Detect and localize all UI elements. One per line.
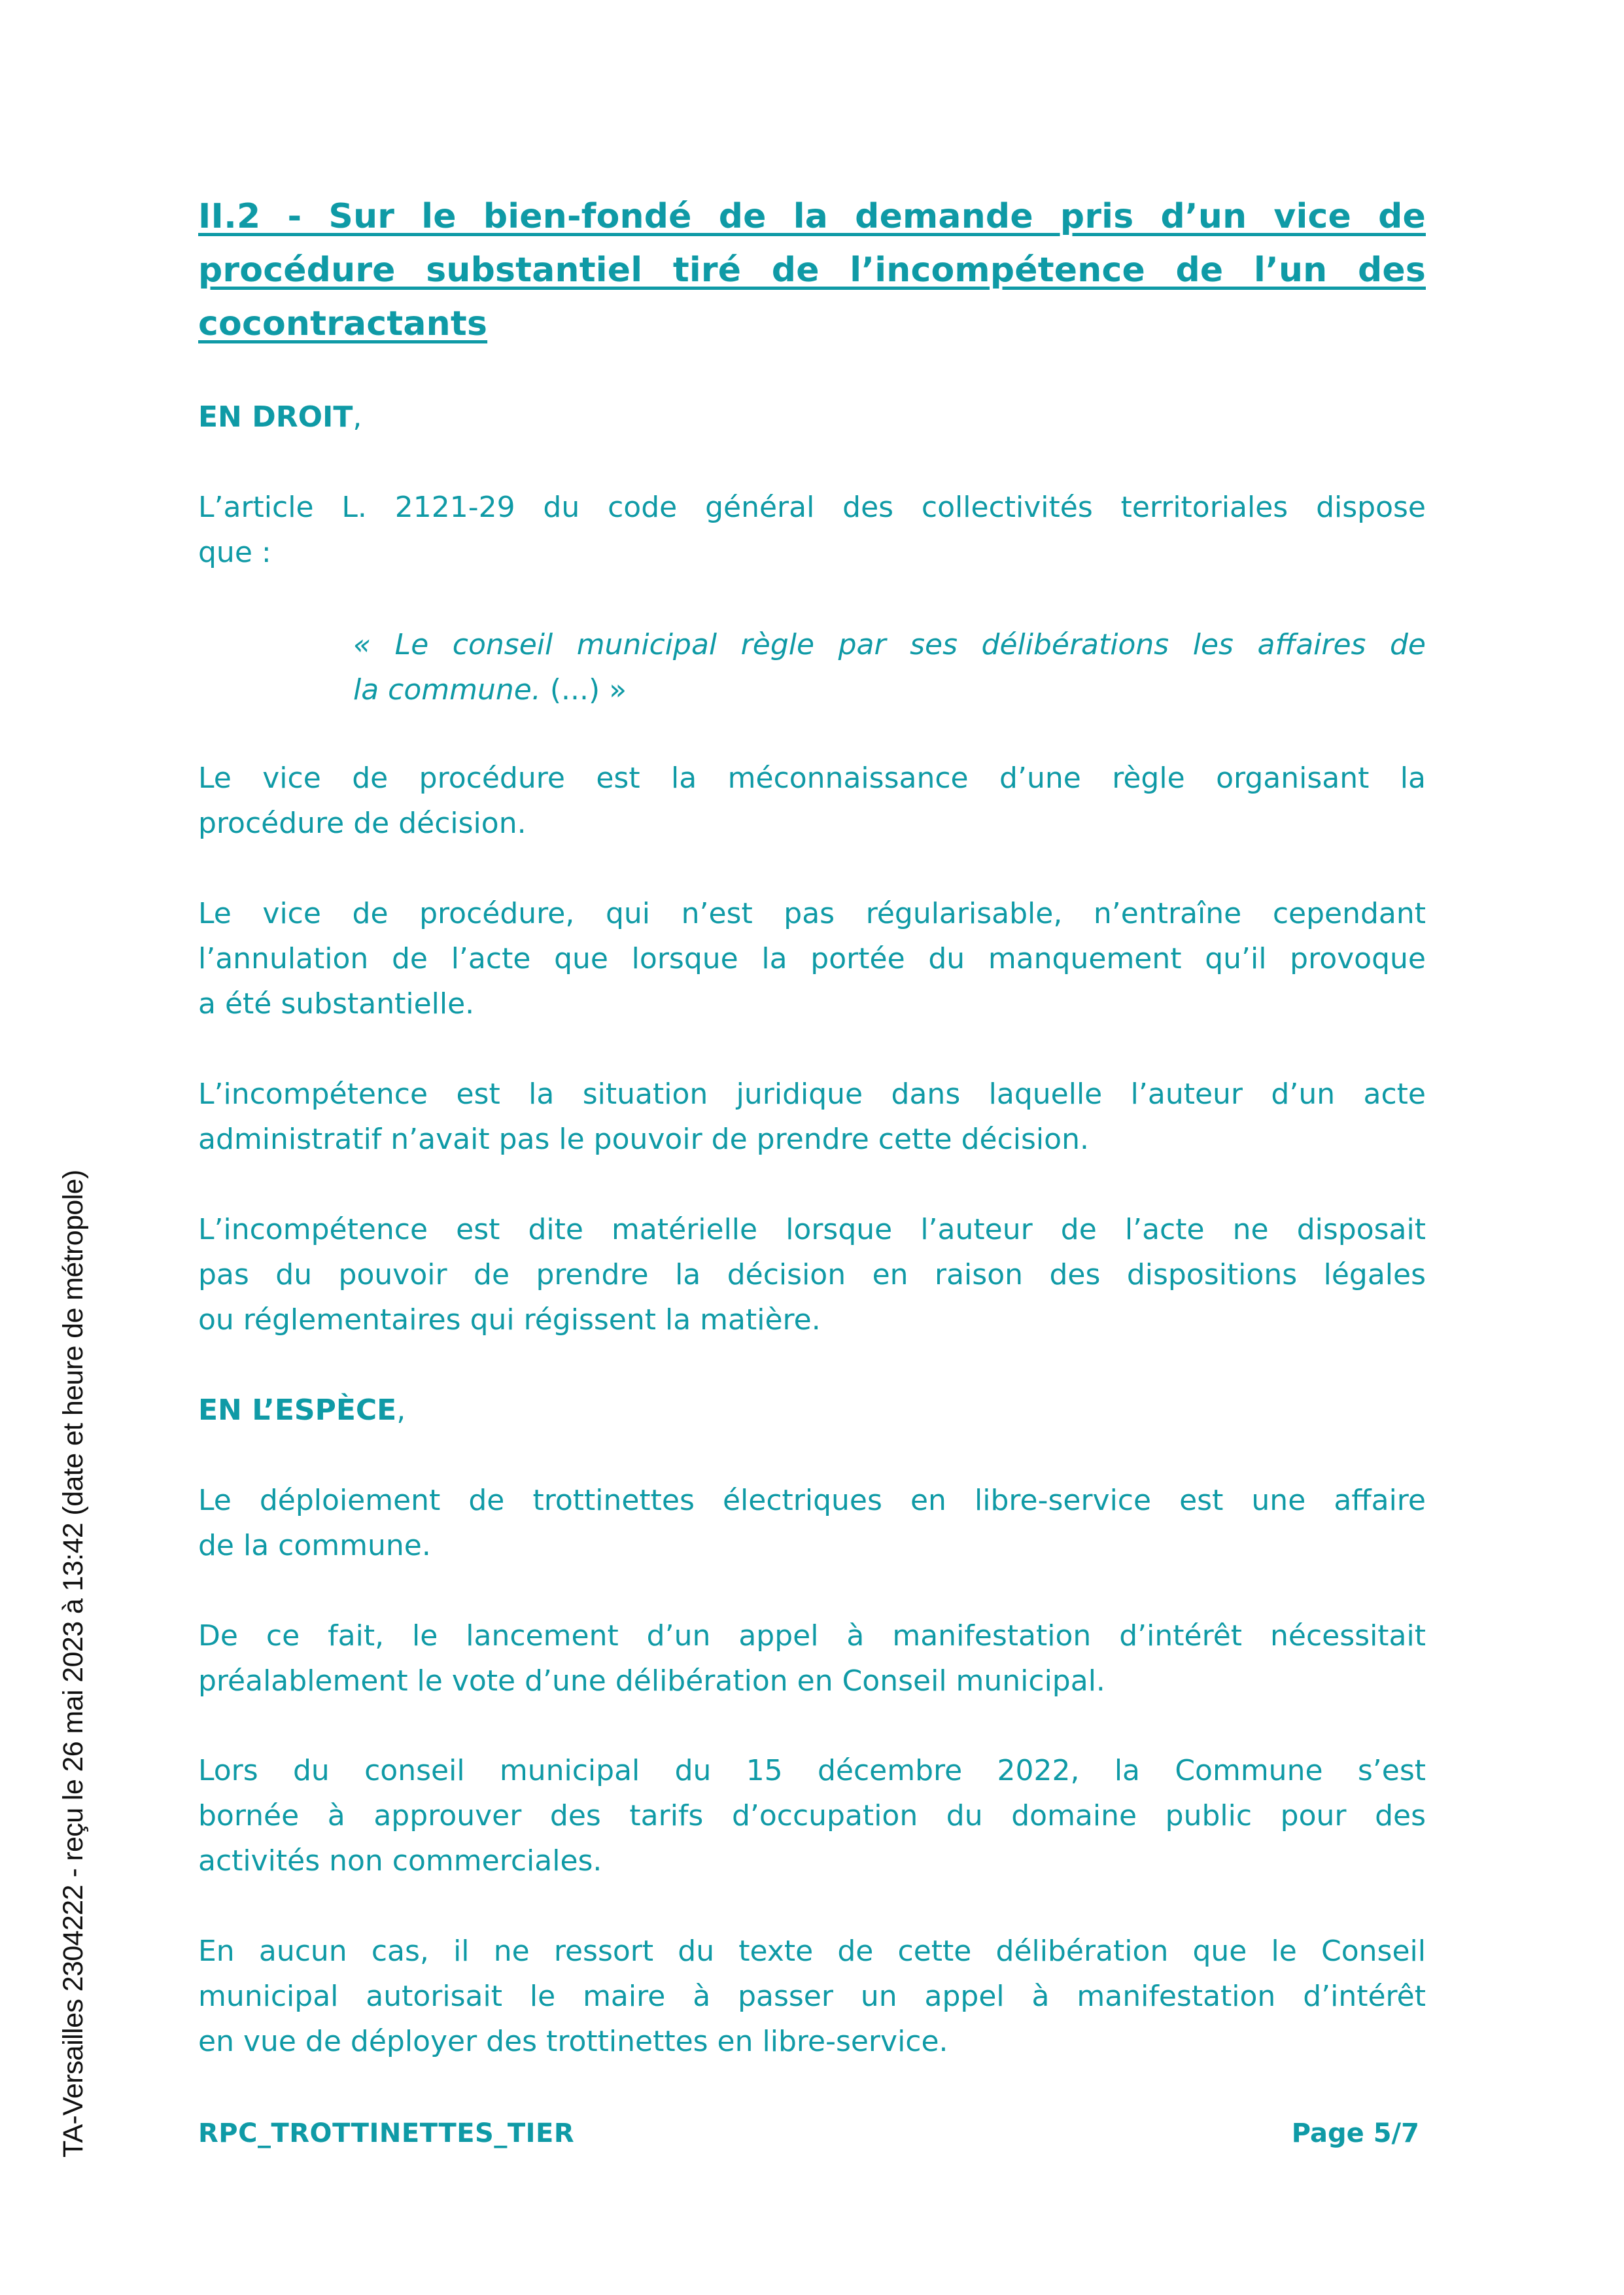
subheading-punct: , — [353, 400, 362, 434]
paragraph-article-intro — [198, 485, 1426, 575]
subheading-label: EN DROIT — [198, 400, 353, 434]
text-line: Lors du conseil municipal du 15 décembre 2022, la Commune s’est — [198, 1754, 1426, 1787]
heading-line: cocontractants — [198, 304, 488, 343]
text-line: activités non commerciales. — [198, 1844, 602, 1878]
text-line: en vue de déployer des trottinettes en libre-service. — [198, 2025, 948, 2058]
page-number: Page 5/7 — [1291, 2118, 1419, 2148]
text-line: procédure de décision. — [198, 807, 527, 840]
text-line: L’incompétence est la situation juridique dans laquelle l’auteur d’un acte — [198, 1077, 1426, 1111]
text-line: que : — [198, 536, 271, 569]
subheading-en-droit — [198, 394, 1426, 440]
text-line: L’incompétence est dite matérielle lorsque l’auteur de l’acte ne disposait — [198, 1213, 1426, 1246]
text-line: administratif n’avait pas le pouvoir de prendre cette décision. — [198, 1123, 1089, 1156]
paragraph-vice-non-regularisable — [198, 891, 1426, 1026]
heading-line: procédure substantiel tiré de l’incompétence de l’un des — [198, 251, 1426, 290]
text-line: Le vice de procédure est la méconnaissance d’une règle organisant la — [198, 762, 1426, 795]
text-line: Le déploiement de trottinettes électriques en libre-service est une affaire — [198, 1484, 1426, 1517]
heading-line: II.2 - Sur le bien-fondé de la demande pris d’un vice de — [198, 197, 1426, 236]
text-line: Le vice de procédure, qui n’est pas régularisable, n’entraîne cependant — [198, 897, 1426, 930]
subheading-line — [198, 1388, 1426, 1433]
quote-line: « Le conseil municipal règle par ses délibérations les affaires de — [353, 628, 1426, 661]
paragraph-vice-procedure — [198, 756, 1426, 846]
page-footer — [198, 2117, 1419, 2150]
legal-quote — [353, 622, 1426, 712]
paragraph-appel-manifestation — [198, 1613, 1426, 1704]
quote-ellipsis: (...) » — [540, 673, 627, 707]
text-line: bornée à approuver des tarifs d’occupation du domaine public pour des — [198, 1799, 1426, 1832]
paragraph-conseil-municipal — [198, 1748, 1426, 1883]
text-line: de la commune. — [198, 1529, 431, 1562]
paragraph-aucun-cas — [198, 1929, 1426, 2064]
text-line: pas du pouvoir de prendre la décision en raison des dispositions légales — [198, 1258, 1426, 1291]
quote-text: la commune. — [353, 673, 541, 707]
text-line: L’article L. 2121-29 du code général des collectivités territoriales dispose — [198, 491, 1426, 524]
paragraph-incompetence-materielle — [198, 1207, 1426, 1342]
text-line: l’annulation de l’acte que lorsque la portée du manquement qu’il provoque — [198, 942, 1426, 975]
document-reference: RPC_TROTTINETTES_TIER — [198, 2118, 575, 2148]
subheading-en-espece — [198, 1388, 1426, 1433]
text-line: a été substantielle. — [198, 987, 475, 1021]
paragraph-incompetence-definition — [198, 1072, 1426, 1162]
paragraph-deploiement — [198, 1478, 1426, 1568]
text-line: municipal autorisait le maire à passer un appel à manifestation d’intérêt — [198, 1980, 1426, 2013]
text-line: ou réglementaires qui régissent la matière. — [198, 1303, 821, 1337]
section-heading — [198, 190, 1426, 351]
quote-line — [353, 667, 1426, 712]
court-receipt-stamp: TA-Versailles 2304222 - reçu le 26 mai 2023 à 13:42 (date et heure de métropole) — [58, 1170, 89, 2158]
subheading-label: EN L’ESPÈCE — [198, 1393, 397, 1427]
subheading-punct: , — [396, 1393, 406, 1427]
text-line: De ce fait, le lancement d’un appel à manifestation d’intérêt nécessitait — [198, 1619, 1426, 1653]
text-line: En aucun cas, il ne ressort du texte de cette délibération que le Conseil — [198, 1935, 1426, 1968]
subheading-line — [198, 394, 1426, 440]
text-line: préalablement le vote d’une délibération en Conseil municipal. — [198, 1664, 1105, 1698]
